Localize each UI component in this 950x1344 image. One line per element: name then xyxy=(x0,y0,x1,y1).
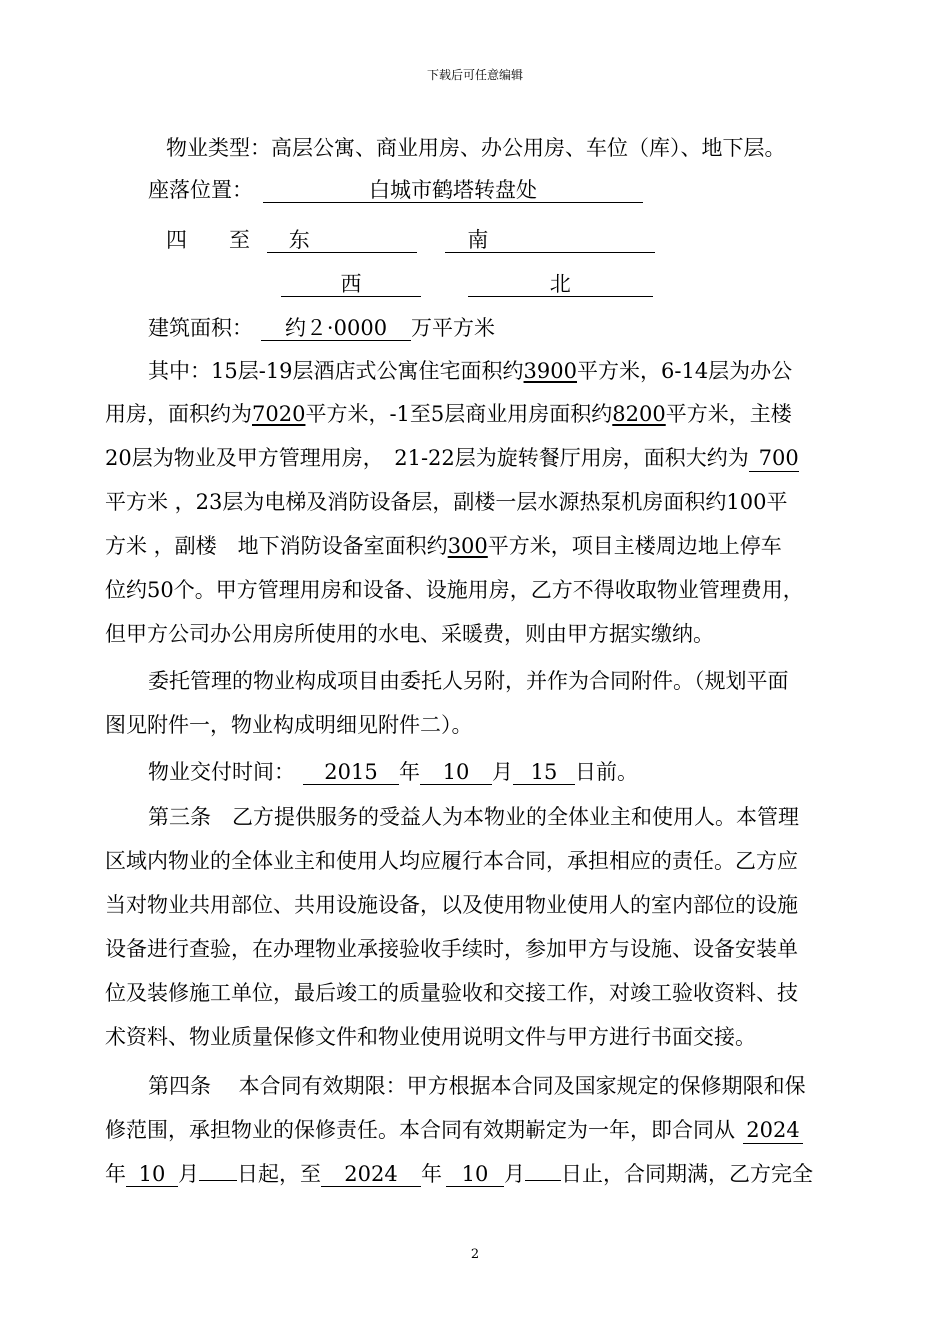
page-number: 2 xyxy=(470,1247,480,1262)
restaurant-area: 700 xyxy=(749,445,799,472)
article4-line: 第四条 本合同有效期限：甲方根据本合同及国家规定的保修期限和保 xyxy=(148,1074,806,1098)
contract-start-month: 10 xyxy=(126,1162,178,1187)
para2-line: 图见附件一，物业构成明细见附件二）。 xyxy=(105,713,473,737)
article4-line: 修范围，承担物业的保修责任。本合同有效期嶄定为一年，即合同从 2024 xyxy=(105,1115,803,1145)
fire-equipment-area: 300 xyxy=(447,534,488,558)
boundaries-line-1 xyxy=(166,225,655,255)
area-unit: 万平方米 xyxy=(411,316,495,340)
para1-line: 平方米 ，23层为电梯及消防设备层，副楼一层水源热泵机房面积约100平 xyxy=(105,490,788,514)
article3-line: 第三条 乙方提供服务的受益人为本物业的全体业主和使用人。本管理 xyxy=(148,805,799,829)
para1-line: 但甲方公司办公用房所使用的水电、采暖费，则由甲方据实缴纳。 xyxy=(105,622,714,646)
contract-end-month: 10 xyxy=(446,1162,504,1187)
property-type-line xyxy=(166,133,786,163)
delivery-year: 2015 xyxy=(303,760,399,785)
boundary-south: 南 xyxy=(445,228,655,253)
para2-line: 委托管理的物业构成项目由委托人另附，并作为合同附件。（规划平面 xyxy=(148,669,789,693)
area-label: 建筑面积： xyxy=(148,316,253,340)
article3-line: 当对物业共用部位、共用设施设备，以及使用物业使用人的室内部位的设施 xyxy=(105,893,798,917)
contract-start-day xyxy=(199,1180,237,1181)
boundary-west: 西 xyxy=(281,272,421,297)
para1-line: 位约50个。甲方管理用房和设备、设施用房，乙方不得收取物业管理费用， xyxy=(105,578,804,602)
page-header: 下载后可任意编辑 xyxy=(426,68,523,82)
commercial-area: 8200 xyxy=(612,402,666,426)
boundaries-label: 四 至 xyxy=(166,228,250,252)
article3-line: 设备进行查验，在办理物业承接验收手续时，参加甲方与设施、设备安装单 xyxy=(105,937,798,961)
boundary-east: 东 xyxy=(267,228,417,253)
boundary-north: 北 xyxy=(468,272,653,297)
property-type-value: 高层公寓、商业用房、办公用房、车位（库）、地下层。 xyxy=(271,136,786,160)
location-value: 白城市鹤塔转盘处 xyxy=(263,178,643,203)
location-label: 座落位置： xyxy=(148,178,253,202)
contract-end-day xyxy=(525,1180,561,1181)
article3-line: 位及装修施工单位，最后竣工的质量验收和交接工作，对竣工验收资料、技 xyxy=(105,981,798,1005)
article3-line: 术资料、物业质量保修文件和物业使用说明文件与甲方进行书面交接。 xyxy=(105,1025,756,1049)
article3-line: 区域内物业的全体业主和使用人均应履行本合同，承担相应的责任。乙方应 xyxy=(105,849,798,873)
delivery-line: 物业交付时间： 2015 年 10 月 15 日前。 xyxy=(148,760,638,784)
apartment-area: 3900 xyxy=(523,359,577,383)
para1-line: 用房，面积约为7020平方米，-1至5层商业用房面积约8200平方米，主楼 xyxy=(105,402,792,426)
delivery-day: 15 xyxy=(513,760,575,785)
property-type-label: 物业类型： xyxy=(166,136,271,160)
article4-line: 年 10 月 日起，至 2024 年 10 月 日止，合同期满，乙方完全 xyxy=(105,1162,813,1186)
boundaries-line-2 xyxy=(281,269,653,299)
contract-start-year: 2024 xyxy=(743,1117,803,1144)
para1-line: 20层为物业及甲方管理用房， 21-22层为旋转餐厅用房，面积大约为 700 xyxy=(105,446,799,470)
delivery-month: 10 xyxy=(420,760,492,785)
office-area: 7020 xyxy=(252,402,306,426)
para1-line: 其中：15层-19层酒店式公寓住宅面积约3900平方米，6-14层为办公 xyxy=(148,359,793,383)
para1-line: 方米 ，副楼 地下消防设备室面积约300平方米，项目主楼周边地上停车 xyxy=(105,534,782,558)
area-line xyxy=(148,313,495,343)
location-line xyxy=(148,175,643,205)
contract-end-year: 2024 xyxy=(321,1162,421,1187)
delivery-label: 物业交付时间： xyxy=(148,760,295,784)
area-value: 约２·0000 xyxy=(261,316,411,341)
